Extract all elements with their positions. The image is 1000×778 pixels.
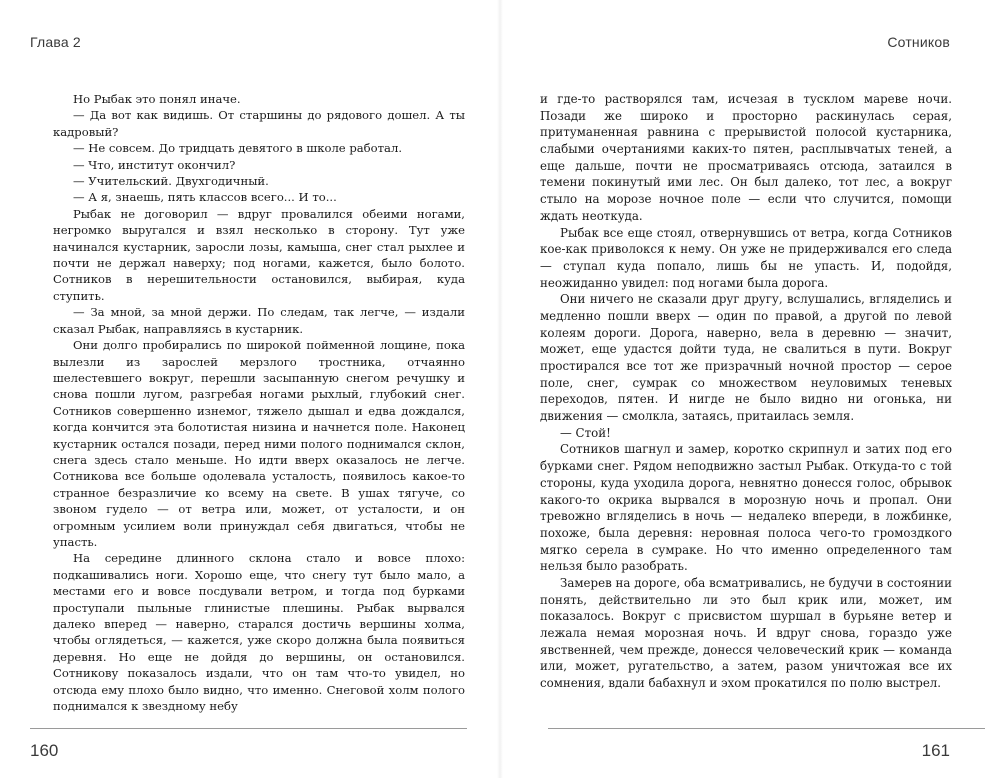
footer-rule-left bbox=[30, 728, 467, 729]
paragraph: Они ничего не сказали друг другу, вслушались, вгляделись и медленно пошли вверх — один по правой, а другой по левой колеям дороги. Дорога, наверно, вела в деревню — значит, может, еще удастся дойти туда, не свалиться в пути. Вокруг простирался все тот же призрачный ночной простор — серое поле, снег, сумрак со множеством неуловимых теневых переходов, пятен. И нигде не было видно ни огонька, ни движения — смолкла, затаясь, притаилась земля. bbox=[540, 292, 952, 424]
page-number-right: 161 bbox=[921, 741, 950, 760]
paragraph: На середине длинного склона стало и вовсе плохо: подкашивались ноги. Хорошо еще, что снегу тут было мало, а местами его и вовсе посдували ветром, и тогда под бурками проступали пыльные глинистые плешины. Рыбак вырвался далеко вперед — наверно, старался достичь вершины холма, чтобы оглядеться, — кажется, уже скоро должна была появиться деревня. Но еще не дойдя до вершины, он остановился. Сотникову показалось издали, что он там что-то увидел, но отсюда ему плохо было видно, что именно. Снеговой холм полого поднимался к звездному небу bbox=[53, 551, 465, 714]
paragraph: Замерев на дороге, оба всматривались, не будучи в состоянии понять, действительно ли это был крик или, может, им показалось. Вокруг с присвистом шуршал в бурьяне ветер и лежала немая морозная ночь. И вдруг снова, гораздо уже явственней, чем прежде, донесся человеческий крик — команда или, может, ругательство, а затем, разом уничтожая все их сомнения, вдали бабахнул и эхом прокатился по полю выстрел. bbox=[540, 575, 952, 691]
left-page-text bbox=[53, 91, 465, 714]
running-head-left: Глава 2 bbox=[30, 34, 81, 50]
paragraph: — Не совсем. До тридцать девятого в школе работал. bbox=[73, 141, 403, 156]
paragraph: — Стой! bbox=[560, 425, 611, 440]
paragraph: — Что, институт окончил? bbox=[73, 157, 236, 172]
paragraph: — За мной, за мной держи. По следам, так легче, — издали сказал Рыбак, направляясь в кустарник. bbox=[53, 305, 465, 336]
running-head-right: Сотников bbox=[887, 34, 950, 50]
paragraph-continued: и где-то растворялся там, исчезая в тусклом мареве ночи. Позади же широко и просторно раскинулась серая, притуманенная равнина с прерывистой полосой кустарника, слабыми очертаниями каких-то пятен, расплывчатых теней, а еще дальше, почти не просматриваясь отсюда, затаился в темени покинутый ими лес. Он был далеко, тот лес, а вокруг стыло на морозе ночное поле — если что случится, помощи ждать неоткуда. bbox=[540, 92, 952, 223]
paragraph: Сотников шагнул и замер, коротко скрипнул и затих под его бурками снег. Рядом неподвижно застыл Рыбак. Откуда-то с той стороны, куда уходила дорога, невнятно донесся голос, обрывок какого-то окрика вырвался в морозную ночь и пропал. Они тревожно вгляделись в ночь — недалеко впереди, в ложбинке, похоже, была деревня: неровная полоса чего-то громоздкого мягко серела в сумраке. Но что именно определенного там нельзя было разобрать. bbox=[540, 442, 952, 574]
paragraph: Рыбак не договорил — вдруг провалился обеими ногами, негромко выругался и взял несколько в сторону. Тут уже начинался кустарник, заросли лозы, камыша, снег стал рыхлее и почти не держал наверху; под ногами, кажется, было болото. Сотников в нерешительности остановился, выбирая, куда ступить. bbox=[53, 206, 465, 303]
footer-rule-right bbox=[548, 728, 985, 729]
paragraph: Они долго пробирались по широкой пойменной лощине, пока вылезли из зарослей мерзлого тростника, отчаянно шелестевшего вокруг, перешли засыпанную снегом речушку и снова пошли лугом, разгребая ногами рыхлый, глубокий снег. Сотников совершенно изнемог, тяжело дышал и едва дождался, когда кончится эта болотистая низина и начнется поле. Наконец кустарник остался позади, перед ними полого поднимался склон, снега здесь стало меньше. Но идти вверх оказалось не легче. Сотникова все больше одолевала усталость, появилось какое-то странное безразличие ко всему на свете. В ушах тягуче, со звоном гудело — от ветра или, может, от усталости, и он огромным усилием воли принуждал себя двигаться, чтобы не упасть. bbox=[53, 338, 465, 549]
paragraph: — Учительский. Двухгодичный. bbox=[73, 174, 269, 189]
paragraph: Но Рыбак это понял иначе. bbox=[73, 92, 241, 106]
right-page bbox=[500, 0, 1000, 778]
page-number-left: 160 bbox=[30, 741, 59, 760]
paragraph: — Да вот как видишь. От старшины до рядового дошел. А ты кадровый? bbox=[53, 108, 465, 139]
paragraph: — А я, знаешь, пять классов всего... И то... bbox=[73, 190, 337, 205]
right-page-text bbox=[540, 91, 952, 692]
paragraph: Рыбак все еще стоял, отвернувшись от ветра, когда Сотников кое-как приволокся к нему. Он уже не придерживался его следа — ступал куда попало, лишь бы не упасть. И, подойдя, неожиданно увидел: под ногами была дорога. bbox=[540, 225, 952, 290]
